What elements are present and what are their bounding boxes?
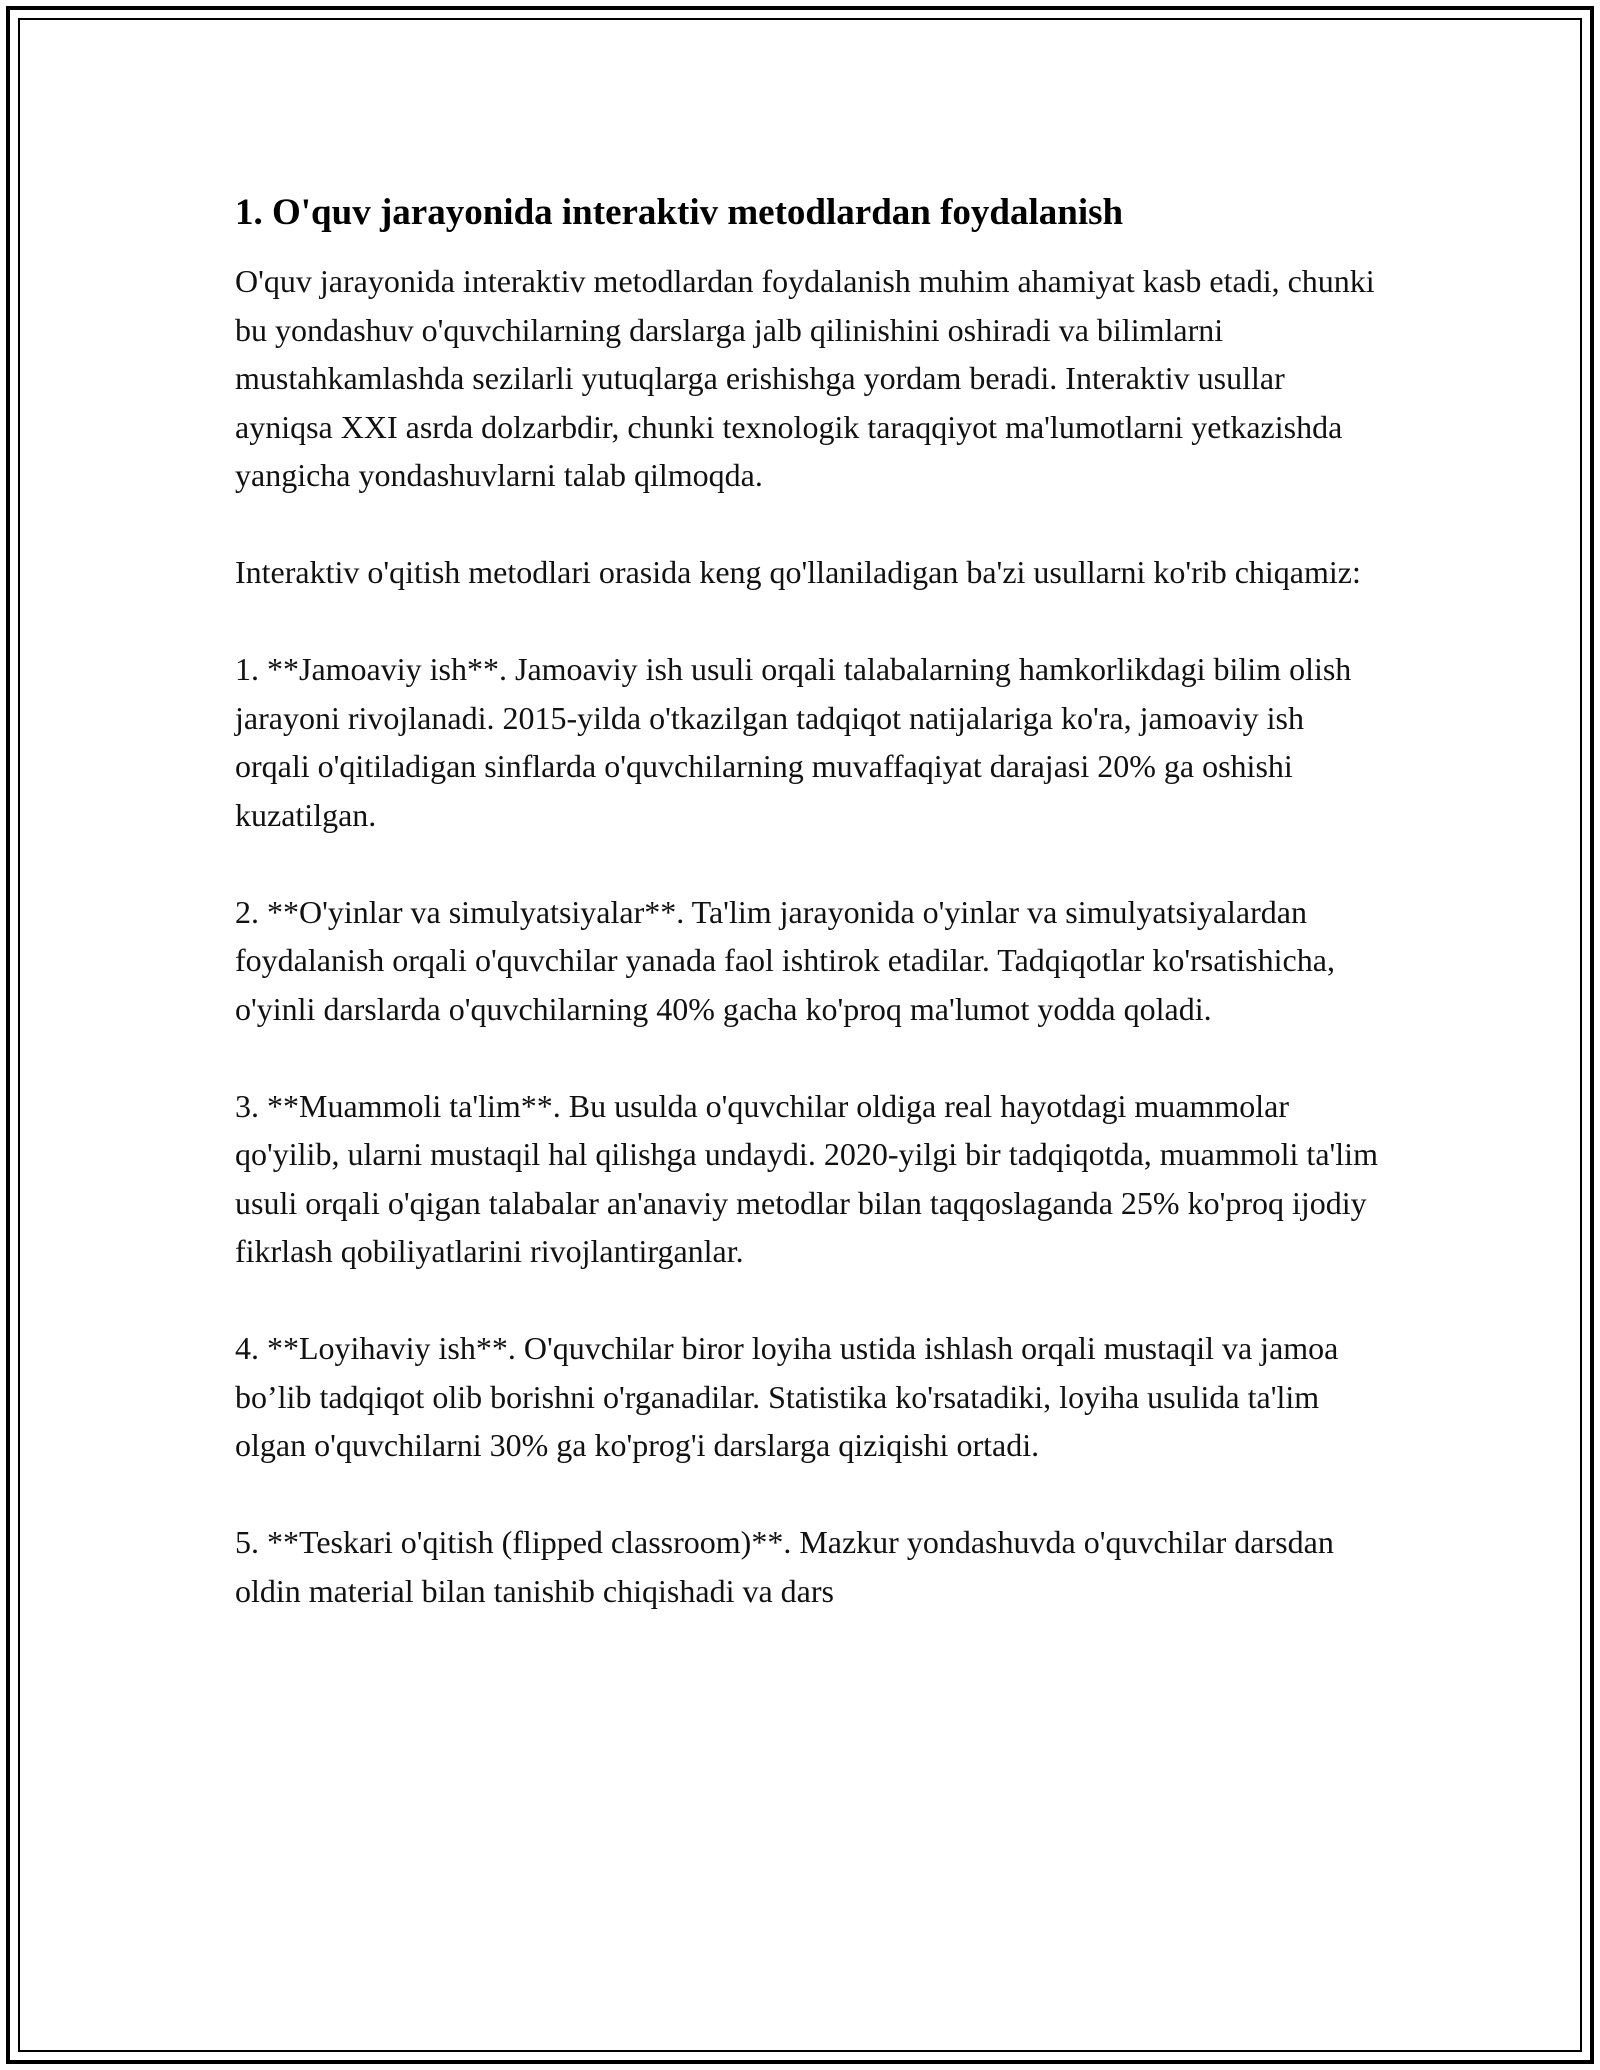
intro-paragraph: O'quv jarayonida interaktiv metodlardan foydalanish muhim ahamiyat kasb etadi, chunki bu yondashuv o'quvchilarning darslarga jalb qilinishini oshiradi va bilimlarni mustahkamlashda sezilarli yutuqlarga erishishga yordam beradi. Interaktiv usullar ayniqsa XXI asrda dolzarbdir, chunki texnologik taraqqiyot ma'lumotlarni yetkazishda yangicha yondashuvlarni talab qilmoqda. (235, 263, 1375, 493)
section-title: 1. O'quv jarayonida interaktiv metodlardan foydalanish (235, 192, 1124, 233)
methods-lead-paragraph: Interaktiv o'qitish metodlari orasida keng qo'llaniladigan ba'zi usullarni ko'rib chiqamiz: (235, 554, 1361, 590)
document-body (235, 185, 1380, 1664)
method-item-teamwork: 1. **Jamoaviy ish**. Jamoaviy ish usuli orqali talabalarning hamkorlikdagi bilim olish jarayoni rivojlanadi. 2015-yilda o'tkazilgan tadqiqot natijalariga ko'ra, jamoaviy ish orqali o'qitiladigan sinflarda o'quvchilarning muvaffaqiyat darajasi 20% ga oshishi kuzatilgan. (235, 651, 1352, 833)
method-item-games-simulations: 2. **O'yinlar va simulyatsiyalar**. Ta'lim jarayonida o'yinlar va simulyatsiyalardan foydalanish orqali o'quvchilar yanada faol ishtirok etadilar. Tadqiqotlar ko'rsatishicha, o'yinli darslarda o'quvchilarning 40% gacha ko'proq ma'lumot yodda qoladi. (235, 893, 1335, 1027)
method-item-flipped-classroom: 5. **Teskari o'qitish (flipped classroom)**. Mazkur yondashuvda o'quvchilar darsdan oldin material bilan tanishib chiqishadi va dars (235, 1524, 1334, 1609)
method-item-problem-based-learning: 3. **Muammoli ta'lim**. Bu usulda o'quvchilar oldiga real hayotdagi muammolar qo'yilib, ularni mustaqil hal qilishga undaydi. 2020-yilgi bir tadqiqotda, muammoli ta'lim usuli orqali o'qigan talabalar an'anaviy metodlar bilan taqqoslaganda 25% ko'proq ijodiy fikrlash qobiliyatlarini rivojlantirganlar. (235, 1087, 1378, 1269)
method-item-project-work: 4. **Loyihaviy ish**. O'quvchilar biror loyiha ustida ishlash orqali mustaqil va jamoa bo’lib tadqiqot olib borishni o'rganadilar. Statistika ko'rsatadiki, loyiha usulida ta'lim olgan o'quvchilarni 30% ga ko'prog'i darslarga qiziqishi ortadi. (235, 1330, 1339, 1463)
